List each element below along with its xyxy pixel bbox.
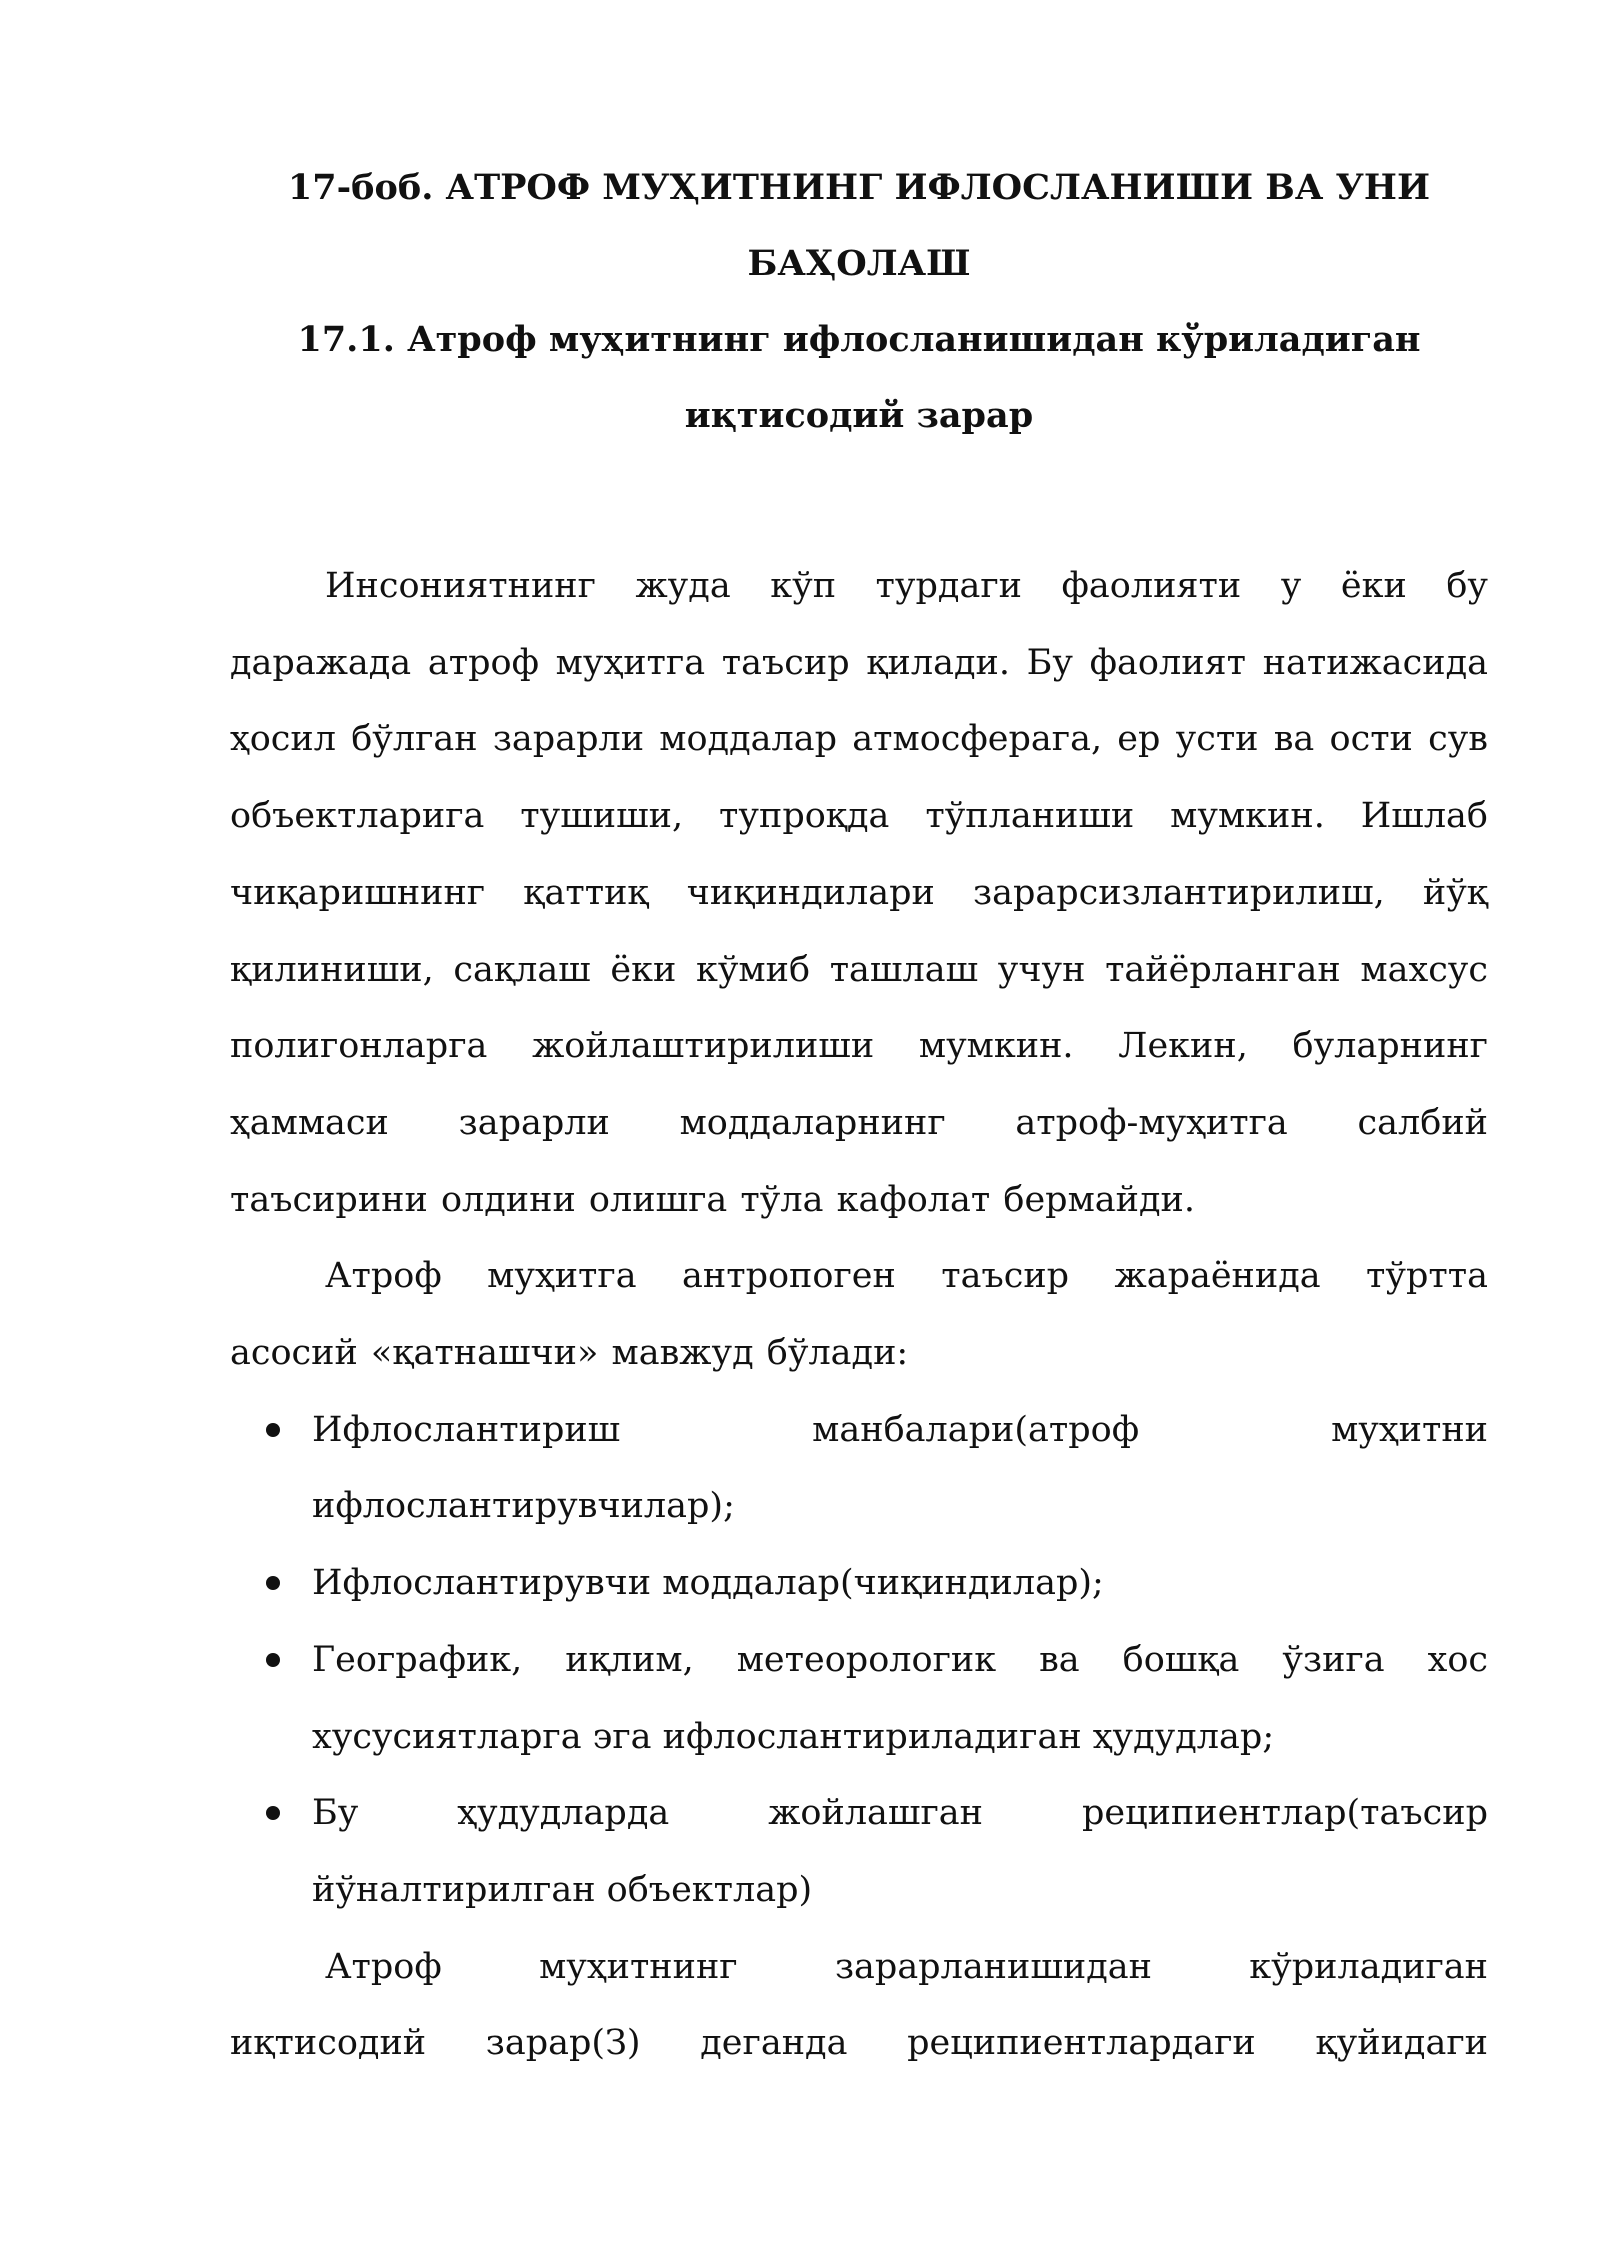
paragraph-intro: [230, 548, 1488, 1238]
paragraph-line: иқтисодий зарар(З) деганда реципиентлардаги қуйидаги: [230, 2023, 1488, 2064]
list-item-line: Географик, иқлим, метеорологик ва бошқа ўзига хос: [312, 1639, 1488, 1680]
section-title-line-2: иқтисодий зарар: [684, 395, 1034, 436]
paragraph-line: полигонларга жойлаштирилиши мумкин. Лекин, буларнинг: [230, 1026, 1488, 1067]
paragraph-line: ҳосил бўлган зарарли моддалар атмосферага, ер усти ва ости сув: [230, 719, 1488, 760]
list-item: [230, 1775, 1488, 1928]
list-item-line: Ифлослантириш манбалари(атроф муҳитни: [312, 1409, 1488, 1450]
section-title: [230, 302, 1488, 454]
list-item-line: йўналтирилган объектлар): [312, 1869, 813, 1910]
paragraph-line: қилиниши, сақлаш ёки кўмиб ташлаш учун тайёрланган махсус: [230, 949, 1488, 990]
paragraph-line: ҳаммаси зарарли моддаларнинг атроф-муҳитга салбий: [230, 1102, 1488, 1143]
paragraph-line: Атроф муҳитга антропоген таъсир жараёнида тўртта: [325, 1256, 1488, 1297]
paragraph-damage: [230, 1929, 1488, 2082]
bullet-icon: [266, 1806, 280, 1820]
list-item: [230, 1545, 1488, 1622]
list-item-line: Ифлослантирувчи моддалар(чиқиндилар);: [312, 1563, 1104, 1604]
paragraph-line: Атроф муҳитнинг зарарланишидан кўриладиган: [325, 1946, 1488, 1987]
document-body: [230, 548, 1488, 2082]
list-item-line: Бу ҳудудларда жойлашган реципиентлар(таъсир: [312, 1793, 1488, 1834]
paragraph-line: чиқаришнинг қаттиқ чиқиндилари зарарсизлантирилиш, йўқ: [230, 872, 1488, 913]
paragraph-line: Инсониятнинг жуда кўп турдаги фаолияти у ёки бу: [325, 566, 1488, 606]
document-page: [230, 150, 1488, 2082]
bullet-icon: [266, 1653, 280, 1667]
list-item-line: ифлослантирувчилар);: [312, 1486, 735, 1527]
chapter-title-line-1: 17-боб. АТРОФ МУҲИТНИНГ ИФЛОСЛАНИШИ ВА УНИ: [287, 167, 1431, 208]
paragraph-line: таъсирини олдини олишга тўла кафолат бермайди.: [230, 1179, 1195, 1220]
chapter-title: [230, 150, 1488, 302]
paragraph-participants: [230, 1238, 1488, 1391]
chapter-title-line-2: БАҲОЛАШ: [747, 243, 971, 284]
paragraph-line: объектларига тушиши, тупроқда тўпланиши мумкин. Ишлаб: [230, 796, 1488, 837]
paragraph-line: даражада атроф муҳитга таъсир қилади. Бу фаолият натижасида: [230, 642, 1488, 683]
list-item: [230, 1392, 1488, 1545]
bullet-icon: [266, 1576, 280, 1590]
paragraph-line: асосий «қатнашчи» мавжуд бўлади:: [230, 1333, 909, 1374]
list-item: [230, 1622, 1488, 1775]
list-item-line: хусусиятларга эга ифлослантириладиган ҳудудлар;: [312, 1716, 1275, 1757]
section-title-line-1: 17.1. Атроф муҳитнинг ифлосланишидан кўриладиган: [297, 319, 1421, 360]
participants-list: [230, 1392, 1488, 1929]
bullet-icon: [266, 1423, 280, 1437]
